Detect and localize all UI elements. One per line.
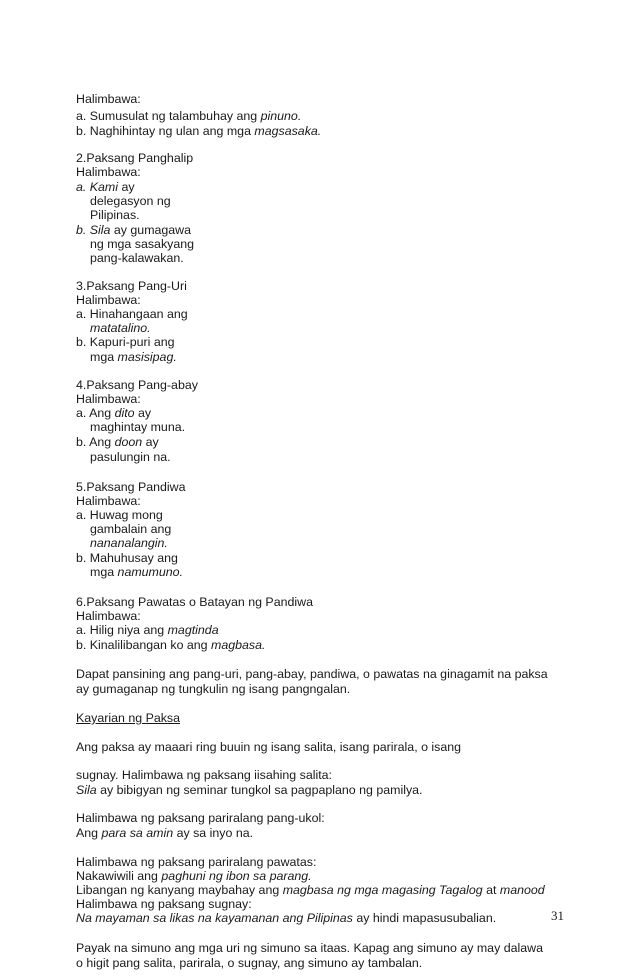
text-line xyxy=(76,223,191,238)
line-text: b. Kapuri-puri ang xyxy=(76,335,175,349)
line-text: 5.Paksang Pandiwa xyxy=(76,480,186,494)
text-line xyxy=(76,392,141,407)
emphasis: magsasaka. xyxy=(254,124,322,138)
text-line xyxy=(76,783,422,798)
line-text: mga xyxy=(90,350,118,364)
line-text: Halimbawa: xyxy=(76,392,141,406)
line-text: Kayarian ng Paksa xyxy=(76,711,181,725)
line-text: ay xyxy=(142,435,159,449)
text-line xyxy=(76,165,141,180)
line-text: o higit pang salita, parirala, o sugnay, ang simuno ay tambalan. xyxy=(76,956,423,970)
text-line xyxy=(76,508,163,523)
text-line xyxy=(76,92,141,107)
line-text: pasulungin na. xyxy=(90,450,171,464)
line-text: Pilipinas. xyxy=(90,208,140,222)
line-text: b. Naghihintay ng ulan ang mga xyxy=(76,124,255,138)
line-text: sugnay. Halimbawa ng paksang iisahing salita: xyxy=(76,768,332,782)
text-line xyxy=(76,855,316,870)
line-text: a. Ang xyxy=(76,406,115,420)
text-line xyxy=(76,740,461,755)
text-line xyxy=(76,897,252,912)
emphasis: Na mayaman sa likas na kayamanan ang Pilipinas xyxy=(76,911,353,925)
emphasis: masisipag. xyxy=(117,350,177,364)
text-line xyxy=(76,406,151,421)
text-line xyxy=(76,335,175,350)
text-line xyxy=(90,350,177,365)
line-text: at xyxy=(482,883,500,897)
text-line xyxy=(76,494,141,509)
line-text: ng mga sasakyang xyxy=(90,237,195,251)
emphasis: magbasa. xyxy=(211,638,266,652)
line-text: ay sa inyo na. xyxy=(173,826,254,840)
line-text: ay hindi mapasusubalian. xyxy=(352,911,497,925)
emphasis: manood xyxy=(499,883,545,897)
text-line xyxy=(90,194,171,209)
text-line xyxy=(76,667,548,682)
line-text: gambalain ang xyxy=(90,522,172,536)
line-text: Ang xyxy=(76,826,102,840)
text-line xyxy=(76,551,178,566)
text-line xyxy=(76,911,496,926)
text-line xyxy=(76,180,135,195)
emphasis: a. Kami xyxy=(76,180,119,194)
line-text: Ang paksa ay maaari ring buuin ng isang salita, isang parirala, o isang xyxy=(76,740,462,754)
text-line xyxy=(90,536,168,551)
text-line xyxy=(76,883,545,898)
page-number: 31 xyxy=(551,908,564,923)
line-text: delegasyon ng xyxy=(90,194,171,208)
text-line xyxy=(90,565,183,580)
text-line xyxy=(90,237,194,252)
line-text: Payak na simuno ang mga uri ng simuno sa itaas. Kapag ang simuno ay may dalawa xyxy=(76,941,543,955)
line-text: a. Sumusulat ng talambuhay ang xyxy=(76,109,261,123)
line-text: ay bibigyan ng seminar tungkol sa pagpaplano ng pamilya. xyxy=(96,783,423,797)
line-text: ay gumagawa xyxy=(110,223,192,237)
emphasis: pinuno. xyxy=(260,109,302,123)
line-text: maghintay muna. xyxy=(90,420,186,434)
line-text: a. Huwag mong xyxy=(76,508,163,522)
emphasis: magtinda xyxy=(167,623,219,637)
text-line xyxy=(76,869,312,884)
emphasis: dito xyxy=(114,406,135,420)
line-text: 3.Paksang Pang-Uri xyxy=(76,279,187,293)
line-text: Halimbawa ng paksang sugnay: xyxy=(76,897,252,911)
line-text: 6.Paksang Pawatas o Batayan ng Pandiwa xyxy=(76,595,313,609)
emphasis: magbasa ng mga magasing Tagalog xyxy=(282,883,483,897)
text-line xyxy=(76,480,186,495)
line-text: Halimbawa: xyxy=(76,494,141,508)
line-text: ay xyxy=(118,180,135,194)
emphasis: b. Sila xyxy=(76,223,111,237)
line-text: b. Mahuhusay ang xyxy=(76,551,178,565)
text-line xyxy=(76,811,325,826)
text-line xyxy=(76,609,141,624)
text-line xyxy=(76,109,301,124)
line-text: Halimbawa ng paksang pariralang pawatas: xyxy=(76,855,317,869)
section-heading xyxy=(76,711,180,726)
emphasis: para sa amin xyxy=(101,826,174,840)
text-line xyxy=(76,638,265,653)
text-line xyxy=(76,435,159,450)
line-text: 4.Paksang Pang-abay xyxy=(76,378,198,392)
emphasis: Sila xyxy=(76,783,97,797)
text-line xyxy=(76,595,313,610)
line-text: ay xyxy=(134,406,152,420)
line-text: pang-kalawakan. xyxy=(90,251,184,265)
line-text: Dapat pansining ang pang-uri, pang-abay, pandiwa, o pawatas na ginagamit na paksa xyxy=(76,667,548,681)
line-text: Halimbawa: xyxy=(76,165,141,179)
text-line xyxy=(76,151,193,166)
text-line xyxy=(76,307,188,322)
emphasis: matatalino. xyxy=(90,321,151,335)
text-line xyxy=(76,623,219,638)
text-line xyxy=(90,208,140,223)
line-text: Halimbawa: xyxy=(76,293,141,307)
text-line xyxy=(90,251,184,266)
line-text: Halimbawa ng paksang pariralang pang-ukol: xyxy=(76,811,325,825)
text-line xyxy=(76,941,543,956)
text-line xyxy=(90,321,151,336)
line-text: 2.Paksang Panghalip xyxy=(76,151,194,165)
line-text: a. Hilig niya ang xyxy=(76,623,168,637)
text-line xyxy=(76,378,198,393)
line-text: Nakawiwili ang xyxy=(76,869,162,883)
line-text: Halimbawa: xyxy=(76,92,141,106)
text-line xyxy=(76,956,422,971)
text-line xyxy=(76,124,321,139)
line-text: Libangan ng kanyang maybahay ang xyxy=(76,883,283,897)
line-text: a. Hinahangaan ang xyxy=(76,307,188,321)
emphasis: paghuni ng ibon sa parang. xyxy=(161,869,312,883)
emphasis: doon xyxy=(114,435,143,449)
line-text: b. Kinalilibangan ko ang xyxy=(76,638,212,652)
text-line xyxy=(90,522,171,537)
text-line xyxy=(76,293,141,308)
text-line xyxy=(76,768,332,783)
line-text: ay gumaganap ng tungkulin ng isang pangngalan. xyxy=(76,682,351,696)
text-line xyxy=(90,450,171,465)
text-line xyxy=(90,420,185,435)
text-line xyxy=(76,682,350,697)
line-text: Halimbawa: xyxy=(76,609,141,623)
line-text: b. Ang xyxy=(76,435,115,449)
text-line xyxy=(76,279,187,294)
emphasis: nananalangin. xyxy=(90,536,168,550)
text-line xyxy=(76,826,253,841)
emphasis: namumuno. xyxy=(117,565,183,579)
line-text: mga xyxy=(90,565,118,579)
